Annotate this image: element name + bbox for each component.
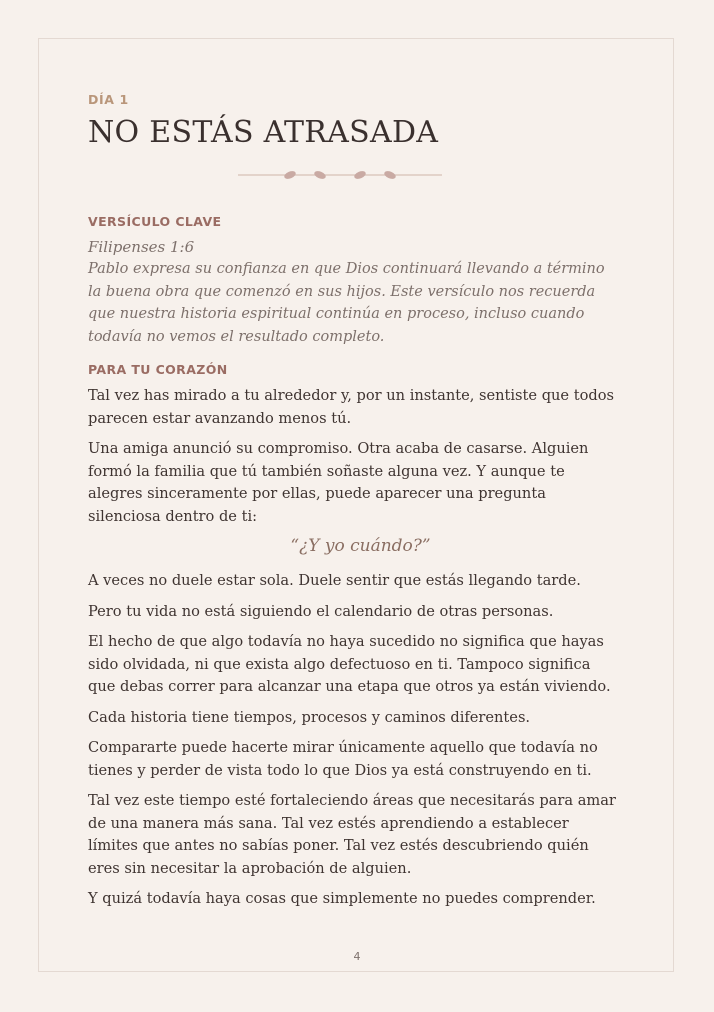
page-title: NO ESTÁS ATRASADA — [88, 115, 439, 150]
paragraph: El hecho de que algo todavía no haya sucedido no significa que hayas sido olvidada, ni que exista algo defectuoso en ti. Tampoco significa que debas correr para alcanzar una etapa que otros ya están viviendo. — [88, 633, 611, 695]
verse-line: que nuestra historia espiritual continúa en proceso, incluso cuando — [88, 306, 585, 322]
paragraph: Tal vez este tiempo esté fortaleciendo áreas que necesitarás para amar de una manera más sana. Tal vez estés aprendiendo a establecer límites que antes no sabías poner. Tal vez estés descubriendo quién eres sin necesitar la aprobación de alguien. — [88, 792, 616, 877]
verse-line: todavía no vemos el resultado completo. — [88, 328, 385, 345]
leaf-divider-icon — [238, 168, 442, 182]
paragraph: Y quizá todavía haya cosas que simplemente no puedes comprender. — [88, 890, 596, 907]
paragraph: A veces no duele estar sola. Duele sentir que estás llegando tarde. — [88, 572, 581, 589]
page-content — [88, 92, 633, 919]
paragraph: Cada historia tiene tiempos, procesos y caminos diferentes. — [88, 708, 531, 726]
pull-quote: “¿Y yo cuándo?” — [290, 536, 431, 556]
heart-heading: PARA TU CORAZÓN — [88, 362, 228, 377]
day-label: DÍA 1 — [88, 92, 129, 107]
verse-commentary — [88, 258, 633, 348]
paragraph: Pero tu vida no está siguiendo el calendario de otras personas. — [88, 602, 554, 620]
page-number: 4 — [353, 950, 361, 963]
paragraph: Tal vez has mirado a tu alrededor y, por un instante, sentiste que todos parecen estar avanzando menos tú. — [88, 387, 614, 427]
verse-line: la buena obra que comenzó en sus hijos. Este versículo nos recuerda — [88, 283, 596, 300]
paragraph: Compararte puede hacerte mirar únicamente aquello que todavía no tienes y perder de vista todo lo que Dios ya está construyendo en ti. — [88, 739, 598, 779]
verse-reference: Filipenses 1:6 — [88, 238, 195, 256]
key-verse-heading: VERSÍCULO CLAVE — [88, 214, 222, 229]
verse-line: Pablo expresa su confianza en que Dios continuará llevando a término — [88, 261, 605, 277]
paragraph: Una amiga anunció su compromiso. Otra acaba de casarse. Alguien formó la familia que tú también soñaste alguna vez. Y aunque te alegres sinceramente por ellas, puede aparecer una pregunta silenciosa dentro de ti: — [88, 440, 589, 525]
